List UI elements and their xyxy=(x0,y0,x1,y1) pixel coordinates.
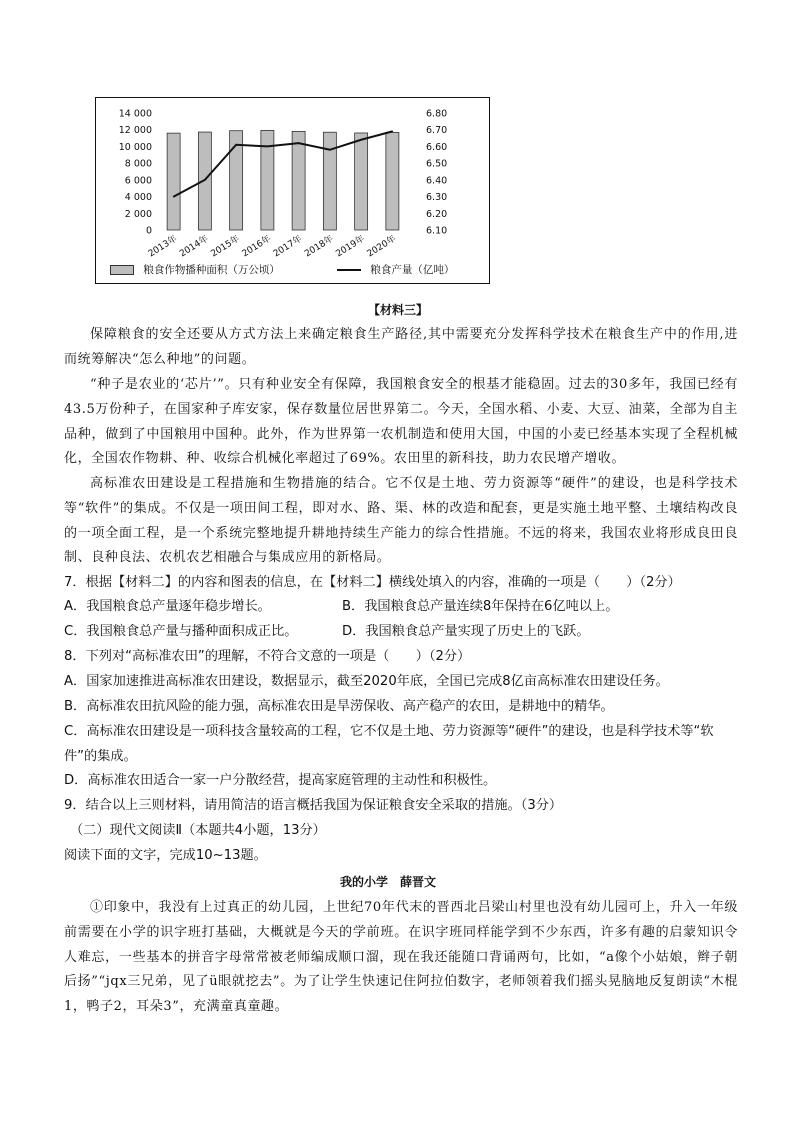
left-axis-tick-label: 14 000 xyxy=(118,108,152,120)
q7-option-c: C．我国粮食总产量与播种面积成正比。 xyxy=(64,624,298,639)
line-point xyxy=(173,196,175,198)
material3-paragraph-2: “种子是农业的‘芯片’”。只有种业安全有保障，我国粮食安全的根基才能稳固。过去的30多年，我国已经有43.5万份种子，在国家种子库安家，保存数量位居世界第二。今天，全国水稻、小麦、大豆、油菜，全部为自主品种，做到了中国粮用中国种。此外，作为世界第一农机制造和使用大国，中国的小麦已经基本实现了全程机械化，全国农作物耕、种、收综合机械化率超过了69%。农田里的新科技，助力农民增产增收。 xyxy=(64,377,738,467)
section2-instruction: 阅读下面的文字，完成10~13题。 xyxy=(64,848,267,863)
legend-bar-swatch xyxy=(110,265,134,275)
material3-title: 【材料三】 xyxy=(368,303,429,317)
x-axis-tick-label: 2020年 xyxy=(365,234,398,260)
line-point xyxy=(267,146,269,148)
x-axis-tick-label: 2017年 xyxy=(271,234,305,260)
q7-option-b: B．我国粮食总产量连续8年保持在6亿吨以上。 xyxy=(342,599,619,614)
bar xyxy=(323,132,336,230)
bar xyxy=(355,133,368,230)
right-axis-tick-label: 6.50 xyxy=(426,158,448,170)
q7-option-a: A．我国粮食总产量逐年稳步增长。 xyxy=(64,599,271,614)
q8-option-c: C．高标准农田建设是一项科技含量较高的工程，它不仅是土地、劳力资源等“硬件”的建设，也是科学技术等“软件”的集成。 xyxy=(64,724,714,764)
left-axis-tick-label: 2 000 xyxy=(124,208,152,220)
right-axis-tick-label: 6.80 xyxy=(426,108,448,120)
right-axis-tick-label: 6.70 xyxy=(426,125,448,137)
right-axis-tick-label: 6.10 xyxy=(426,225,448,237)
line-point xyxy=(392,131,394,133)
material3-paragraph-1: 保障粮食的安全还要从方式方法上来确定粮食生产路径,其中需要充分发挥科学技术在粮食生产中的作用,进而统筹解决“怎么种地”的问题。 xyxy=(64,327,738,367)
legend-line-swatch xyxy=(337,269,361,271)
grain-chart xyxy=(96,98,491,285)
left-axis-tick-label: 10 000 xyxy=(118,141,152,153)
material3-paragraph-3: 高标准农田建设是工程措施和生物措施的结合。它不仅是土地、劳力资源等“硬件”的建设，也是科学技术等“软件”的集成。不仅是一项田间工程，即对水、路、渠、林的改造和配套，更是实施土地平整、土壤结构改良的一项全面工程，是一个系统完整地提升耕地持续生产能力的综合性措施。不远的将来，我国农业将形成良田良制、良种良法、农机农艺相融合与集成应用的新格局。 xyxy=(64,476,738,566)
q8-option-a: A．国家加速推进高标准农田建设，数据显示，截至2020年底，全国已完成8亿亩高标准农田建设任务。 xyxy=(64,674,669,689)
bar xyxy=(292,131,305,230)
x-axis-tick-label: 2018年 xyxy=(303,234,336,260)
right-axis-tick-label: 6.20 xyxy=(426,208,448,220)
x-axis-tick-label: 2014年 xyxy=(178,234,211,260)
right-axis-tick-label: 6.40 xyxy=(426,175,448,187)
legend-bar-label: 粮食作物播种面积（万公顷） xyxy=(143,264,280,276)
x-axis-tick-label: 2015年 xyxy=(209,234,242,260)
legend-line-label: 粮食产量（亿吨） xyxy=(370,264,455,276)
q8-option-d: D．高标准农田适合一家一户分散经营，提高家庭管理的主动性和积极性。 xyxy=(64,773,497,788)
article-title: 我的小学 薛晋文 xyxy=(340,875,437,889)
line-point xyxy=(329,149,331,151)
q7-stem: 7．根据【材料二】的内容和图表的信息，在【材料二】横线处填入的内容，准确的一项是（ ）（2分） xyxy=(64,575,681,590)
bar xyxy=(198,132,211,230)
right-axis-tick-label: 6.30 xyxy=(426,192,448,204)
bar xyxy=(386,132,399,230)
line-point xyxy=(298,142,300,144)
article-paragraph-1: ①印象中，我没有上过真正的幼儿园，上世纪70年代末的晋西北吕梁山村里也没有幼儿园可上，升入一年级前需要在小学的识字班打基础，大概就是今天的学前班。在识字班同样能学到不少东西，许多有趣的启蒙知识令人难忘，一些基本的拼音字母常常被老师编成顺口溜，现在我还能随口背诵两句，比如，“a像个小姑娘，辫子朝后扬”“jqx三兄弟，见了ü眼就挖去”。为了让学生快速记住阿拉伯数字，老师领着我们摇头晃脑地反复朗读“木棍1，鸭子2，耳朵3”，充满童真童趣。 xyxy=(64,900,738,1015)
chart-frame xyxy=(95,97,490,284)
legend-area xyxy=(110,262,280,277)
right-axis-tick-label: 6.60 xyxy=(426,141,448,153)
q8-stem: 8．下列对“高标准农田”的理解，不符合文意的一项是（ ）（2分） xyxy=(64,649,471,664)
legend-line xyxy=(337,262,454,277)
x-axis-tick-label: 2016年 xyxy=(240,234,273,260)
x-axis-tick-label: 2019年 xyxy=(334,234,367,260)
q8-option-b: B．高标准农田抗风险的能力强，高标准农田是旱涝保收、高产稳产的农田，是耕地中的精华。 xyxy=(64,699,614,714)
x-axis-tick-label: 2013年 xyxy=(146,234,180,260)
left-axis-tick-label: 0 xyxy=(145,225,152,237)
line-point xyxy=(360,139,362,141)
section2-heading: （二）现代文阅读Ⅱ（本题共4小题，13分） xyxy=(70,823,326,838)
q9-stem: 9．结合以上三则材料，请用简洁的语言概括我国为保证粮食安全采取的措施。（3分） xyxy=(64,798,563,813)
bar xyxy=(167,133,180,230)
line-point xyxy=(204,179,206,181)
line-point xyxy=(235,144,237,146)
q7-option-d: D．我国粮食总产量实现了历史上的飞跃。 xyxy=(342,624,590,639)
left-axis-tick-label: 4 000 xyxy=(124,192,152,204)
left-axis-tick-label: 8 000 xyxy=(124,158,152,170)
left-axis-tick-label: 12 000 xyxy=(118,125,152,137)
left-axis-tick-label: 6 000 xyxy=(124,175,152,187)
